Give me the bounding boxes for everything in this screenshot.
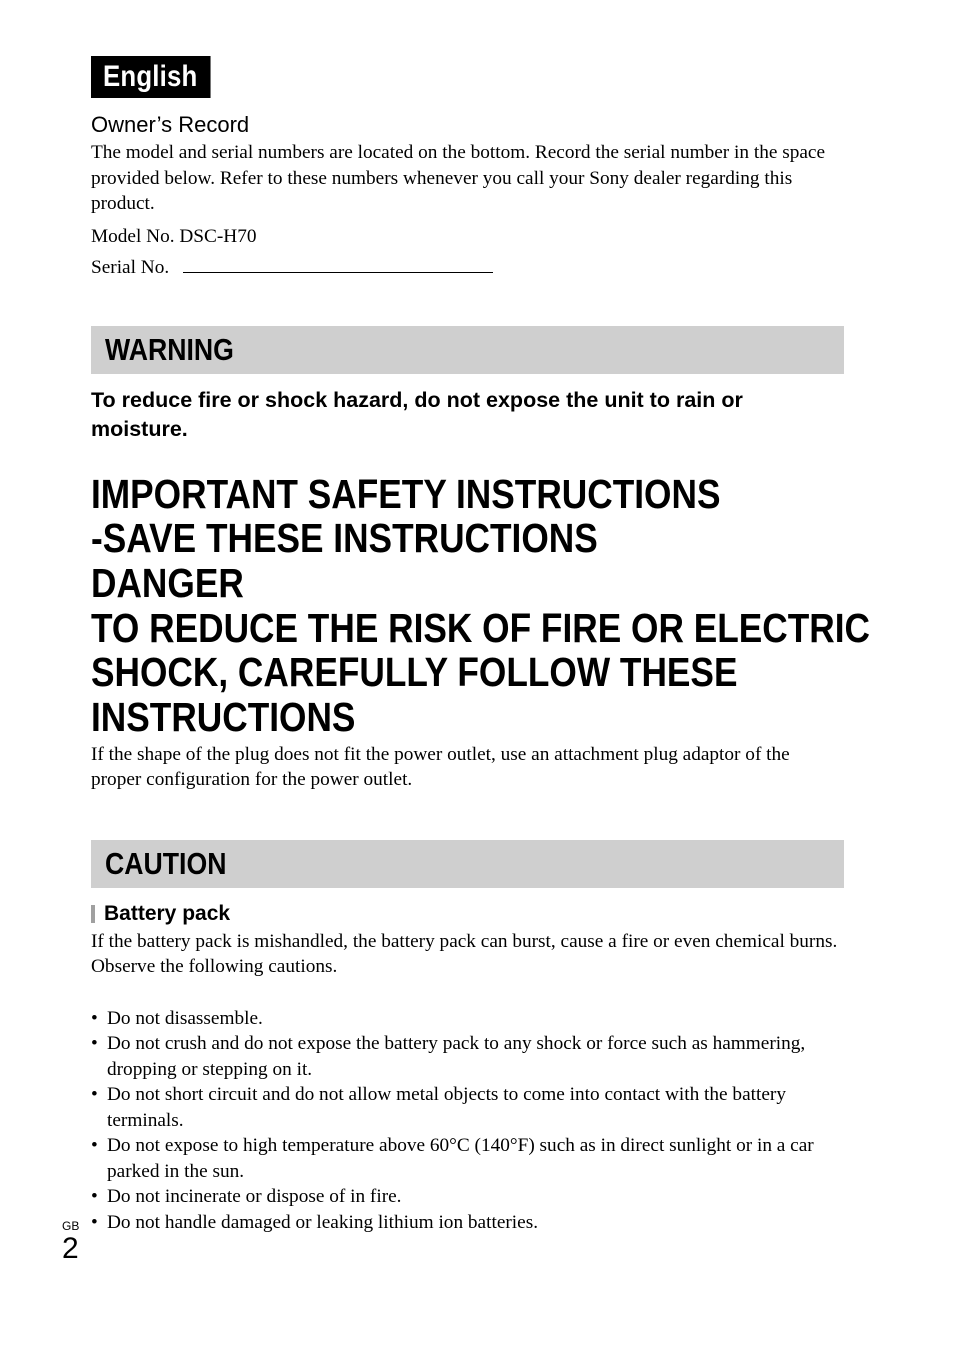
important-line: -SAVE THESE INSTRUCTIONS bbox=[91, 515, 598, 562]
page-number: 2 bbox=[62, 1232, 79, 1265]
warning-section-bar bbox=[91, 326, 844, 374]
list-item: • Do not short circuit and do not allow metal objects to come into contact with the battery terminals. bbox=[91, 1084, 786, 1131]
important-line: TO REDUCE THE RISK OF FIRE OR ELECTRIC bbox=[91, 604, 871, 651]
serial-label: Serial No. bbox=[91, 257, 170, 278]
important-line: SHOCK, CAREFULLY FOLLOW THESE bbox=[91, 649, 738, 696]
bullet-icon: • bbox=[91, 1033, 98, 1055]
serial-number-blank bbox=[183, 255, 493, 273]
important-safety-heading bbox=[91, 470, 871, 741]
important-line: INSTRUCTIONS bbox=[91, 694, 356, 741]
bullet-icon: • bbox=[91, 1007, 98, 1029]
list-item: • Do not handle damaged or leaking lithium ion batteries. bbox=[91, 1210, 844, 1236]
bullet-icon: • bbox=[91, 1135, 98, 1157]
bullet-icon: • bbox=[91, 1211, 98, 1233]
language-code: GB bbox=[62, 1219, 80, 1233]
battery-pack-heading-text: Battery pack bbox=[104, 901, 231, 925]
battery-cautions-list bbox=[91, 1006, 844, 1236]
battery-pack-description: If the battery pack is mishandled, the battery pack can burst, cause a fire or even chemical burns. Observe the following cautions. bbox=[91, 930, 838, 978]
model-number: Model No. DSC-H70 bbox=[91, 225, 257, 247]
manual-page bbox=[91, 56, 871, 1235]
page-folio bbox=[62, 1219, 79, 1264]
list-item: • Do not crush and do not expose the battery pack to any shock or force such as hammering, dropping or stepping on it. bbox=[91, 1033, 806, 1080]
list-item: • Do not incinerate or dispose of in fire. bbox=[91, 1184, 844, 1210]
important-line: DANGER bbox=[91, 559, 244, 606]
serial-number-line bbox=[91, 255, 844, 281]
list-item: • Do not expose to high temperature above 60°C (140°F) such as in direct sunlight or in a car parked in the sun. bbox=[91, 1135, 814, 1182]
warning-text: To reduce fire or shock hazard, do not expose the unit to rain or moisture. bbox=[91, 387, 743, 441]
heading-marker bbox=[91, 905, 95, 923]
important-line: IMPORTANT SAFETY INSTRUCTIONS bbox=[91, 470, 721, 517]
warning-title: WARNING bbox=[105, 331, 234, 367]
bullet-icon: • bbox=[91, 1084, 98, 1106]
bullet-icon: • bbox=[91, 1186, 98, 1208]
language-tab: English bbox=[91, 56, 210, 98]
caution-section-bar bbox=[91, 840, 844, 888]
plug-adaptor-text: If the shape of the plug does not fit the power outlet, use an attachment plug adaptor of the proper configuration for the power outlet. bbox=[91, 743, 790, 791]
owners-record-heading: Owner’s Record bbox=[91, 112, 250, 137]
list-item: • Do not disassemble. bbox=[91, 1006, 844, 1032]
battery-pack-heading bbox=[91, 901, 844, 927]
caution-title: CAUTION bbox=[105, 845, 227, 881]
owners-record-description: The model and serial numbers are located on the bottom. Record the serial number in the space provided below. Refer to these numbers whenever you call your Sony dealer regarding this product. bbox=[91, 142, 826, 214]
